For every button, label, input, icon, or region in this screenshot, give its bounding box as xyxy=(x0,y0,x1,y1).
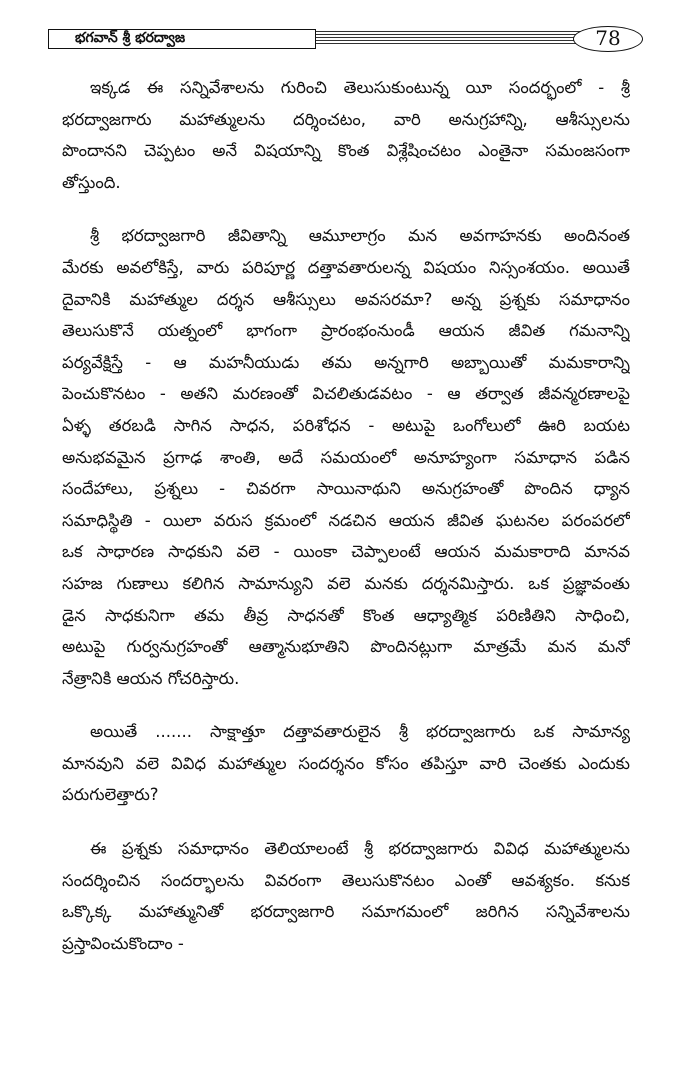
text-line: సందేహాలు, ప్రశ్నలు - చివరగా సాయినాథుని అనుగ్రహంతో పొందిన ధ్యాన xyxy=(62,479,630,499)
text-line: ఏళ్ళ తరబడి సాగిన సాధన, పరిశోధన - అటుపై ఒంగోలులో ఊరి బయట xyxy=(62,415,630,435)
text-line: భరద్వాజగారు మహాత్ములను దర్శించటం, వారి అనుగ్రహాన్ని, ఆశీస్సులను xyxy=(62,109,630,129)
text-line: అయితే ....... సాక్షాత్తూ దత్తావతారులైన శ్రీ భరద్వాజగారు ఒక సామాన్య xyxy=(90,722,630,742)
text-line: సందర్శించిన సందర్భాలను వివరంగా తెలుసుకొనటం ఎంతో ఆవశ్యకం. కనుక xyxy=(62,870,630,890)
page-header xyxy=(48,26,628,53)
text-line: ఒక సాధారణ సాధకుని వలె - యింకా చెప్పాలంటే ఆయన మమకారాది మానవ xyxy=(62,542,630,562)
paragraph xyxy=(62,716,630,811)
text-line: ఇక్కడ ఈ సన్నివేశాలను గురించి తెలుసుకుంటున్న యీ సందర్భంలో - శ్రీ xyxy=(90,78,630,97)
text-line: తెలుసుకొనే యత్నంలో భాగంగా ప్రారంభంనుండీ ఆయన జీవిత గమనాన్ని xyxy=(62,321,630,341)
paragraph xyxy=(62,833,630,959)
text-line: అనుభవమైన ప్రగాఢ శాంతి, అదే సమయంలో అనూహ్యంగా సమాధాన పడిన xyxy=(62,447,630,467)
text-line: అటుపై గుర్వనుగ్రహంతో ఆత్మానుభూతిని పొందినట్లుగా మాత్రమే మన మనో xyxy=(62,637,630,657)
text-line: ప్రస్తావించుకొందాం - xyxy=(62,933,184,953)
text-line: మానవుని వలె వివిధ మహాత్ముల సందర్శనం కోసం తపిస్తూ వారి చెంతకు ఎందుకు xyxy=(62,753,630,773)
text-line: పొందానని చెప్పటం అనే విషయాన్ని కొంత విశ్లేషించటం ఎంతైనా సమంజసంగా xyxy=(62,141,630,161)
paragraph-gap xyxy=(62,811,630,833)
page-number: 78 xyxy=(573,26,643,52)
text-line: ఈ ప్రశ్నకు సమాధానం తెలియాలంటే శ్రీ భరద్వాజగారు వివిధ మహాత్ములను xyxy=(90,839,630,859)
text-line: పరుగులెత్తారు? xyxy=(62,785,159,805)
text-line: ఒక్కొక్క మహాత్మునితో భరద్వాజగారి సమాగమంలో జరిగిన సన్నివేశాలను xyxy=(62,902,630,922)
text-line: తోస్తుంది. xyxy=(62,172,121,192)
paragraph-gap xyxy=(62,694,630,716)
paragraph-gap xyxy=(62,198,630,220)
text-line: పర్యవేక్షిస్తే - ఆ మహనీయుడు తమ అన్నగారి అబ్బాయితో మమకారాన్ని xyxy=(62,352,630,372)
text-line: డైన సాధకునిగా తమ తీవ్ర సాధనతో కొంత ఆధ్యాత్మిక పరిణితిని సాధించి, xyxy=(62,605,630,625)
text-line: దైవానికి మహాత్ముల దర్శన ఆశీస్సులు అవసరమా? అన్న ప్రశ్నకు సమాధానం xyxy=(62,289,630,309)
text-line: పెంచుకొనటం - అతని మరణంతో విచలితుడవటం - ఆ తర్వాత జీవన్మరణాలపై xyxy=(62,384,630,404)
text-line: నేత్రానికి ఆయన గోచరిస్తారు. xyxy=(62,668,240,688)
text-line: సమాధిస్థితి - యిలా వరుస క్రమంలో నడచిన ఆయన జీవిత ఘటనల పరంపరలో xyxy=(62,510,630,530)
text-line: శ్రీ భరద్వాజగారి జీవితాన్ని ఆమూలాగ్రం మన అవగాహనకు అందినంత xyxy=(90,226,630,246)
paragraph xyxy=(62,220,630,694)
text-line: సహజ గుణాలు కలిగిన సామాన్యుని వలె మనకు దర్శనమిస్తారు. ఒక ప్రజ్ఞావంతు xyxy=(62,573,630,593)
body-text xyxy=(62,72,630,959)
paragraph xyxy=(62,72,630,198)
running-title: భగవాన్ శ్రీ భరద్వాజ xyxy=(48,29,316,49)
text-line: మేరకు అవలోకిస్తే, వారు పరిపూర్ణ దత్తావతారులన్న విషయం నిస్సంశయం. అయితే xyxy=(62,257,630,277)
